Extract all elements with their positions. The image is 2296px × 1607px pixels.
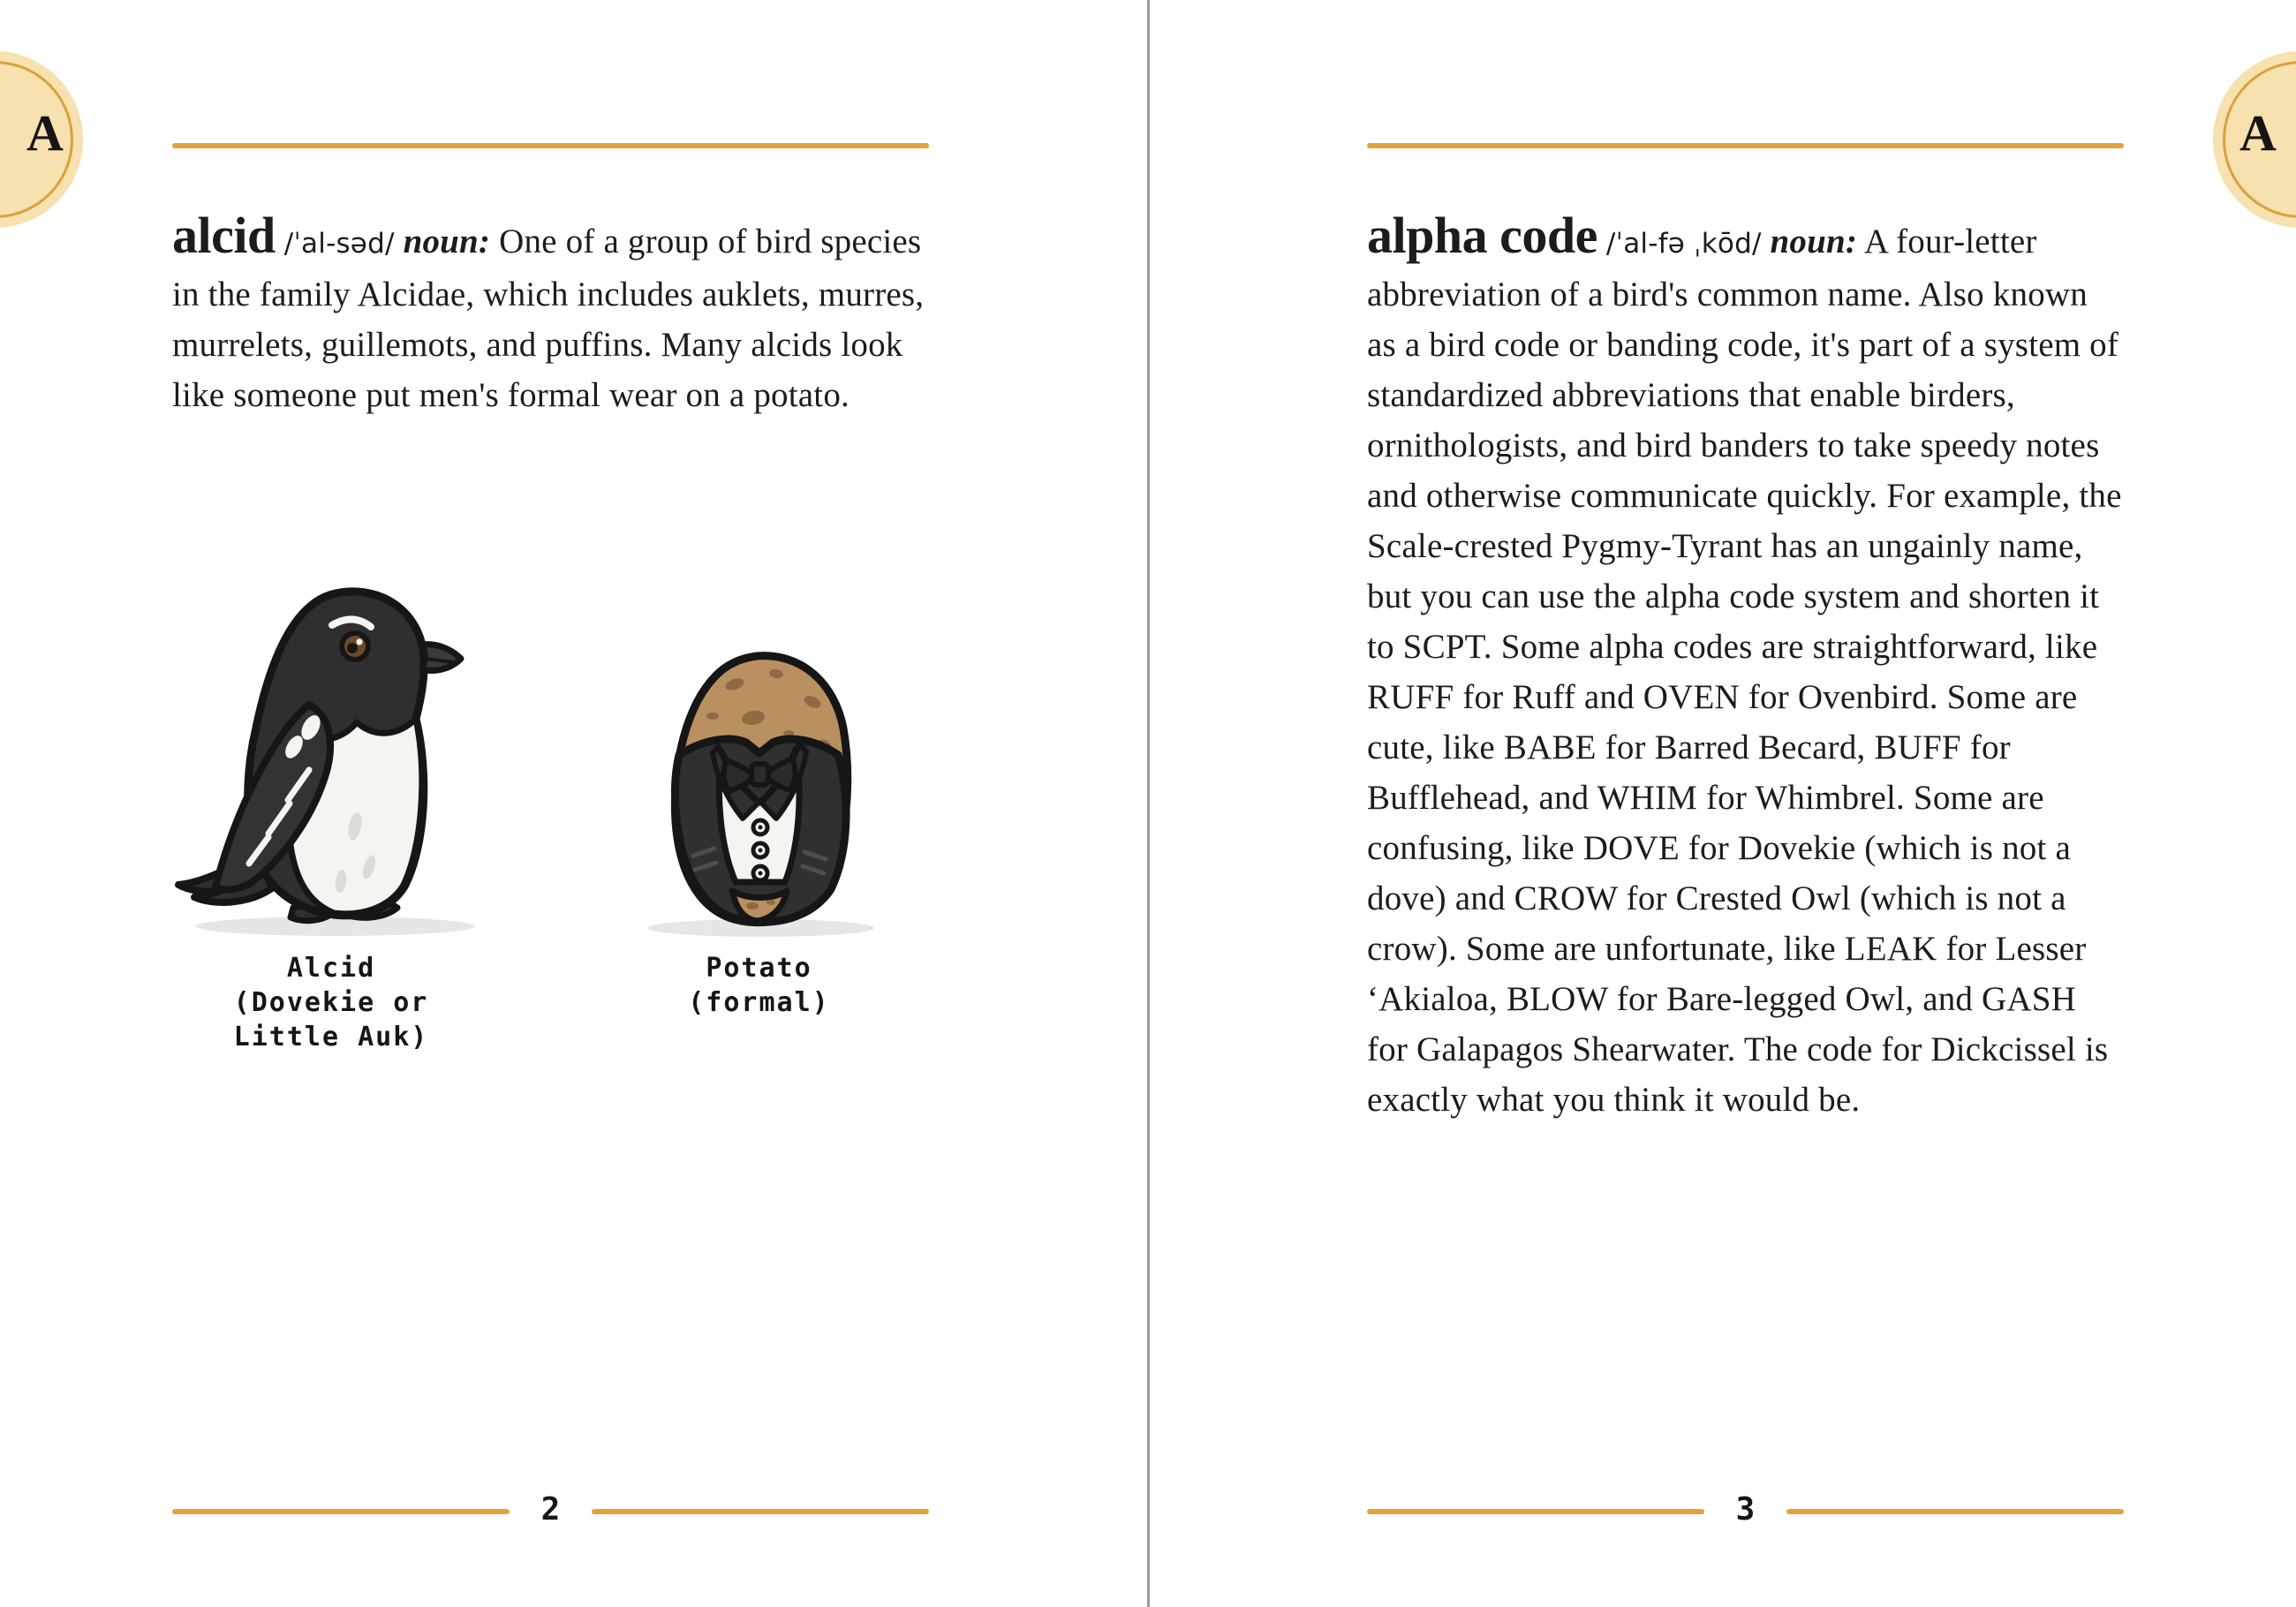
- tab-letter: A: [2239, 104, 2277, 162]
- pronunciation: /ˈal-səd/: [283, 228, 395, 260]
- footer-rule-left: [1367, 1509, 1704, 1514]
- section-rule: [1367, 143, 2124, 148]
- headword: alcid: [172, 207, 276, 264]
- caption-line: Alcid: [286, 953, 376, 984]
- potato-figure: [633, 572, 885, 1054]
- alpha-tab-left: [0, 51, 83, 228]
- bird-figure: [168, 572, 495, 1054]
- page-number: 2: [540, 1491, 561, 1528]
- potato-caption: [688, 951, 830, 1020]
- part-of-speech: noun:: [403, 223, 491, 260]
- footer-rule-right: [592, 1509, 929, 1514]
- page-footer: [172, 1491, 929, 1528]
- page-footer: [1367, 1491, 2124, 1528]
- potato-tuxedo-icon: [633, 647, 885, 939]
- right-page: [1148, 0, 2296, 1607]
- alpha-tab-right: [2213, 51, 2296, 228]
- dovekie-bird-icon: [168, 572, 495, 939]
- footer-rule-left: [172, 1509, 510, 1514]
- caption-line: (Dovekie or: [233, 987, 429, 1018]
- definition-text: A four-letter abbreviation of a bird's common name. Also known as a bird code or banding code, it's part of a system of standardized abbreviations that enable birders, ornithologists, and bird banders to take speedy notes and otherwise communicate quickly. For example, the Scale-crested Pygmy-Tyrant has an ungainly name, but you can use the alpha code system and shorten it to SCPT. Some alpha codes are straightforward, like RUFF for Ruff and OVEN for Ovenbird. Some are cute, like BABE for Barred Becard, BUFF for Bufflehead, and WHIM for Whimbrel. Some are confusing, like DOVE for Dovekie (which is not a dove) and CROW for Crested Owl (which is not a crow). Some are unfortunate, like LEAK for Lesser ʻAkialoa, BLOW for Bare-legged Owl, and GASH for Galapagos Shearwater. The code for Dickcissel is exactly what you think it would be.: [1367, 223, 2122, 1119]
- dictionary-entry-alcid: [172, 207, 930, 420]
- caption-line: (formal): [688, 987, 830, 1018]
- caption-line: Little Auk): [233, 1022, 429, 1052]
- caption-line: Potato: [706, 953, 812, 984]
- headword: alpha code: [1367, 207, 1597, 264]
- pronunciation: /ˈal-fə ˌkōd/: [1605, 228, 1762, 260]
- part-of-speech: noun:: [1770, 223, 1858, 260]
- bird-caption: [234, 951, 429, 1054]
- illustration: [168, 572, 885, 1054]
- tab-letter: A: [26, 104, 64, 162]
- section-rule: [172, 143, 929, 148]
- page-number: 3: [1735, 1491, 1756, 1528]
- definition-text: One of a group of bird species in the family Alcidae, which includes auklets, murres, murrelets, guillemots, and puffins. Many alcids look like someone put men's formal wear on a potato.: [172, 223, 925, 414]
- footer-rule-right: [1786, 1509, 2124, 1514]
- dictionary-entry-alpha-code: [1367, 207, 2125, 1125]
